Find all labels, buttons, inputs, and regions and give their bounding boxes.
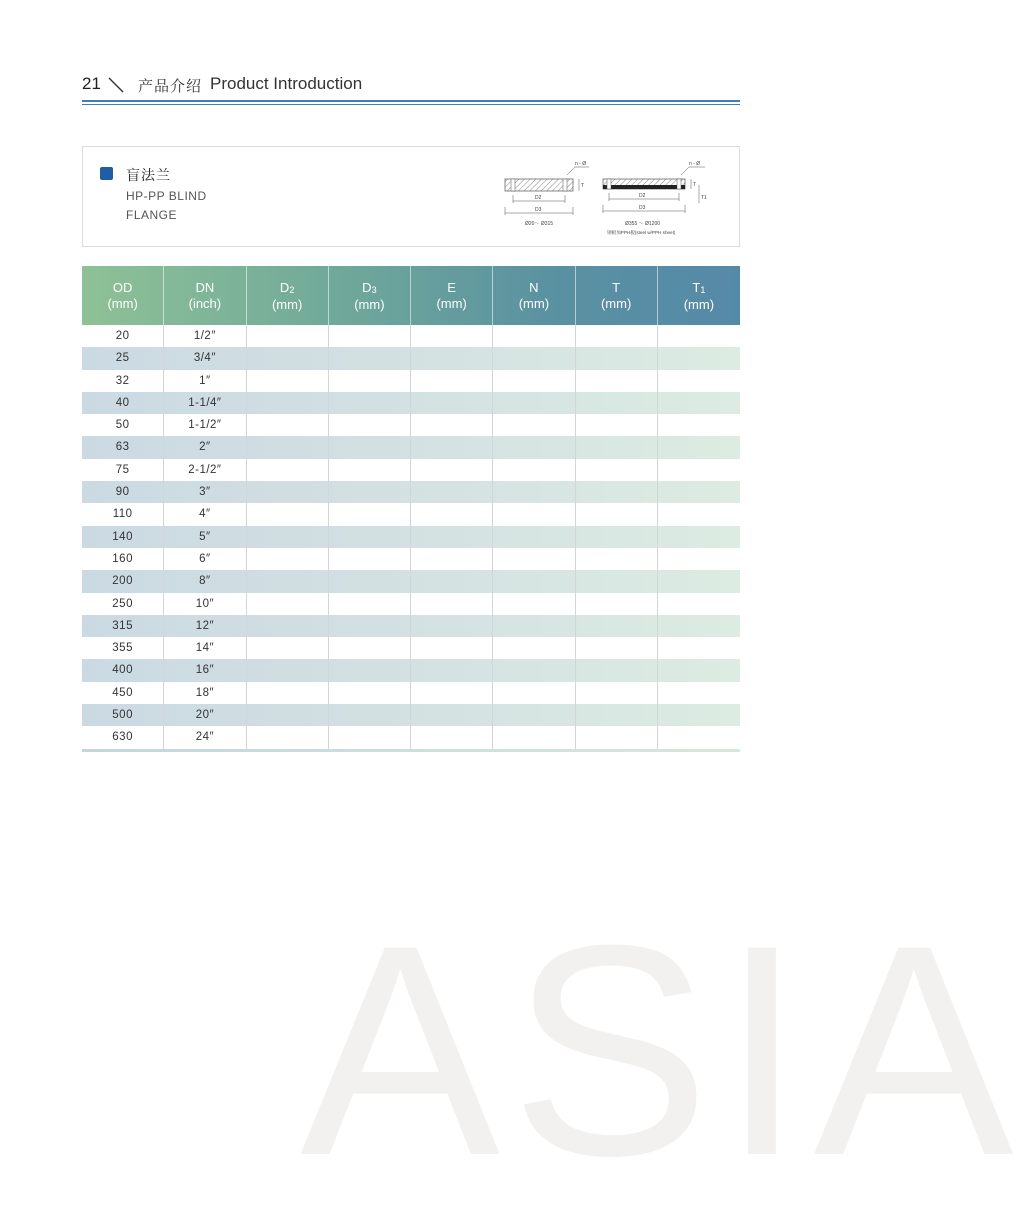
table-cell: 3″ <box>164 481 246 503</box>
table-cell <box>247 548 329 570</box>
table-cell: 4″ <box>164 503 246 525</box>
table-cell <box>576 503 658 525</box>
backslash-divider-icon <box>108 77 124 93</box>
table-cell <box>411 526 493 548</box>
table-cell <box>658 325 740 347</box>
column-header-d3 <box>329 266 411 325</box>
table-cell <box>576 593 658 615</box>
table-cell <box>493 659 575 681</box>
table-cell <box>247 503 329 525</box>
table-cell <box>576 615 658 637</box>
table-cell: 20 <box>82 325 164 347</box>
table-cell: 1″ <box>164 370 246 392</box>
table-cell <box>576 414 658 436</box>
large-t-label: T <box>693 182 697 188</box>
table-cell <box>493 548 575 570</box>
column-unit: (mm) <box>600 296 632 311</box>
table-cell <box>658 615 740 637</box>
table-cell <box>493 347 575 369</box>
table-row <box>82 726 740 748</box>
table-cell <box>411 570 493 592</box>
table-cell <box>576 570 658 592</box>
table-cell <box>411 481 493 503</box>
table-row <box>82 570 740 592</box>
table-cell <box>329 481 411 503</box>
table-cell: 24″ <box>164 726 246 748</box>
bullet-square-icon <box>100 167 113 180</box>
table-cell <box>493 459 575 481</box>
page-number: 21 <box>82 74 101 93</box>
column-header-od <box>82 266 164 325</box>
table-cell: 110 <box>82 503 164 525</box>
dimension-table <box>82 266 740 752</box>
table-cell: 1-1/2″ <box>164 414 246 436</box>
table-cell <box>493 726 575 748</box>
table-cell <box>658 659 740 681</box>
table-cell: 25 <box>82 347 164 369</box>
column-unit: (inch) <box>188 296 222 311</box>
table-cell <box>247 659 329 681</box>
table-cell <box>411 726 493 748</box>
table-cell <box>247 615 329 637</box>
table-cell <box>493 526 575 548</box>
table-cell <box>576 481 658 503</box>
table-cell <box>329 414 411 436</box>
table-cell <box>493 414 575 436</box>
column-name: T <box>612 280 621 295</box>
table-cell <box>329 392 411 414</box>
table-cell <box>247 459 329 481</box>
product-name-en-line1: HP-PP BLIND <box>126 189 207 203</box>
table-cell <box>411 459 493 481</box>
table-cell <box>411 637 493 659</box>
column-name: OD <box>112 280 133 295</box>
column-subscript: 1 <box>700 285 706 295</box>
table-cell <box>493 392 575 414</box>
table-cell <box>576 392 658 414</box>
table-row <box>82 682 740 704</box>
table-cell <box>329 637 411 659</box>
table-row <box>82 436 740 458</box>
table-cell <box>329 570 411 592</box>
table-cell <box>411 659 493 681</box>
table-cell <box>411 414 493 436</box>
table-cell <box>493 325 575 347</box>
large-d3-label: D3 <box>639 205 646 211</box>
table-cell <box>247 436 329 458</box>
table-cell <box>247 325 329 347</box>
table-cell <box>493 593 575 615</box>
table-cell: 140 <box>82 526 164 548</box>
table-cell <box>576 682 658 704</box>
table-cell <box>247 593 329 615</box>
small-t-label: T <box>581 183 585 189</box>
asia-watermark: ASIA <box>300 882 1024 1218</box>
table-cell: 18″ <box>164 682 246 704</box>
table-cell <box>493 682 575 704</box>
large-range-label: Ø355 ～ Ø1200 <box>625 221 661 227</box>
column-name: N <box>529 280 539 295</box>
column-name: E <box>447 280 456 295</box>
column-header-d2 <box>247 266 329 325</box>
product-name-cn: 盲法兰 <box>126 167 171 183</box>
table-cell <box>247 370 329 392</box>
section-title-cn: 产品介绍 <box>138 78 203 95</box>
table-cell: 5″ <box>164 526 246 548</box>
table-cell <box>411 593 493 615</box>
table-row <box>82 325 740 347</box>
table-cell <box>247 414 329 436</box>
column-header-t1 <box>658 266 740 325</box>
table-cell: 63 <box>82 436 164 458</box>
table-cell <box>576 637 658 659</box>
table-cell <box>329 459 411 481</box>
table-cell: 200 <box>82 570 164 592</box>
table-cell: 6″ <box>164 548 246 570</box>
table-cell: 250 <box>82 593 164 615</box>
column-unit: (mm) <box>271 297 303 312</box>
table-cell <box>329 325 411 347</box>
column-header-e <box>411 266 493 325</box>
table-cell <box>576 459 658 481</box>
table-row <box>82 526 740 548</box>
table-cell <box>658 436 740 458</box>
column-header-n <box>493 266 575 325</box>
table-row <box>82 659 740 681</box>
table-cell <box>658 637 740 659</box>
table-cell <box>329 347 411 369</box>
page-header <box>82 74 740 96</box>
table-cell <box>411 325 493 347</box>
table-cell <box>329 726 411 748</box>
table-cell <box>658 392 740 414</box>
table-cell: 50 <box>82 414 164 436</box>
column-name: T <box>692 280 701 295</box>
table-cell <box>411 503 493 525</box>
table-cell: 500 <box>82 704 164 726</box>
table-cell <box>658 682 740 704</box>
table-cell: 40 <box>82 392 164 414</box>
table-cell <box>576 325 658 347</box>
table-cell: 90 <box>82 481 164 503</box>
column-header-dn <box>164 266 246 325</box>
table-cell <box>329 370 411 392</box>
table-cell <box>247 570 329 592</box>
table-cell <box>576 659 658 681</box>
table-cell <box>247 392 329 414</box>
table-cell <box>658 459 740 481</box>
table-cell <box>329 659 411 681</box>
table-cell <box>493 637 575 659</box>
small-range-label: Ø20～ Ø315 <box>525 221 554 227</box>
large-flange-drawing <box>603 161 707 236</box>
table-cell <box>411 615 493 637</box>
table-row <box>82 370 740 392</box>
table-cell <box>493 370 575 392</box>
table-cell <box>411 548 493 570</box>
table-cell <box>329 682 411 704</box>
table-cell <box>658 414 740 436</box>
blind-flange-drawing <box>503 155 733 241</box>
table-cell <box>329 704 411 726</box>
table-cell: 3/4″ <box>164 347 246 369</box>
table-cell: 8″ <box>164 570 246 592</box>
table-cell <box>329 593 411 615</box>
table-cell <box>576 347 658 369</box>
table-cell <box>493 481 575 503</box>
table-cell <box>576 726 658 748</box>
table-cell <box>411 704 493 726</box>
table-row <box>82 593 740 615</box>
table-row <box>82 459 740 481</box>
table-cell <box>411 682 493 704</box>
table-cell <box>576 370 658 392</box>
large-note-label: 钢板加PPH板(steel w/PPH sheet) <box>607 230 676 235</box>
table-cell <box>247 726 329 748</box>
table-cell <box>493 503 575 525</box>
column-header-t <box>576 266 658 325</box>
column-subscript: 3 <box>371 285 377 295</box>
column-unit: (mm) <box>436 296 467 311</box>
table-cell <box>411 392 493 414</box>
table-cell: 160 <box>82 548 164 570</box>
table-cell <box>576 548 658 570</box>
large-t1-label: T1 <box>701 195 707 201</box>
table-cell <box>329 615 411 637</box>
table-row <box>82 481 740 503</box>
table-cell <box>658 481 740 503</box>
table-cell: 450 <box>82 682 164 704</box>
table-cell: 75 <box>82 459 164 481</box>
header-rule-thick <box>82 100 740 102</box>
table-cell: 12″ <box>164 615 246 637</box>
table-row <box>82 704 740 726</box>
table-cell <box>247 637 329 659</box>
table-cell <box>247 481 329 503</box>
table-row <box>82 503 740 525</box>
table-cell: 2″ <box>164 436 246 458</box>
table-cell: 10″ <box>164 593 246 615</box>
table-cell <box>658 347 740 369</box>
column-unit: (mm) <box>107 296 138 311</box>
table-cell <box>493 570 575 592</box>
large-d2-label: D2 <box>639 193 646 199</box>
table-cell <box>658 548 740 570</box>
table-cell: 32 <box>82 370 164 392</box>
table-cell <box>411 370 493 392</box>
table-row <box>82 637 740 659</box>
column-name: DN <box>195 280 215 295</box>
table-cell <box>576 436 658 458</box>
table-cell: 14″ <box>164 637 246 659</box>
table-cell <box>411 347 493 369</box>
table-cell <box>329 436 411 458</box>
column-name: D <box>362 280 372 295</box>
table-cell <box>411 436 493 458</box>
table-cell: 2-1/2″ <box>164 459 246 481</box>
table-cell <box>247 347 329 369</box>
column-unit: (mm) <box>683 297 715 312</box>
header-rule-thin <box>82 104 740 105</box>
table-cell <box>329 526 411 548</box>
table-bottom-rule <box>82 749 740 752</box>
table-body <box>82 325 740 749</box>
table-cell <box>658 370 740 392</box>
table-row <box>82 392 740 414</box>
table-cell: 20″ <box>164 704 246 726</box>
table-cell: 16″ <box>164 659 246 681</box>
column-unit: (mm) <box>354 297 385 312</box>
small-d3-label: D3 <box>535 207 542 213</box>
table-cell <box>493 704 575 726</box>
table-cell: 1-1/4″ <box>164 392 246 414</box>
table-cell <box>658 503 740 525</box>
table-cell: 400 <box>82 659 164 681</box>
table-cell: 630 <box>82 726 164 748</box>
table-cell <box>658 704 740 726</box>
large-hole-label: n - Ø <box>689 161 701 167</box>
column-name: D <box>279 280 290 295</box>
table-cell <box>329 503 411 525</box>
table-cell <box>658 726 740 748</box>
table-cell <box>493 615 575 637</box>
table-cell: 315 <box>82 615 164 637</box>
table-cell <box>247 682 329 704</box>
table-row <box>82 615 740 637</box>
product-name-en-line2: FLANGE <box>126 208 178 222</box>
small-hole-label: n - Ø <box>575 161 587 167</box>
small-flange-drawing <box>505 161 589 227</box>
table-row <box>82 548 740 570</box>
column-subscript: 2 <box>289 285 295 295</box>
small-d2-label: D2 <box>535 195 542 201</box>
table-cell <box>658 593 740 615</box>
table-cell <box>658 526 740 548</box>
column-unit: (mm) <box>518 296 550 311</box>
product-card <box>82 146 740 247</box>
table-row <box>82 347 740 369</box>
table-cell <box>658 570 740 592</box>
table-cell <box>576 704 658 726</box>
table-cell <box>576 526 658 548</box>
table-cell: 1/2″ <box>164 325 246 347</box>
table-cell <box>247 704 329 726</box>
table-cell: 355 <box>82 637 164 659</box>
table-cell <box>329 548 411 570</box>
table-header <box>82 266 740 325</box>
table-cell <box>493 436 575 458</box>
table-cell <box>247 526 329 548</box>
table-row <box>82 414 740 436</box>
section-title-en: Product Introduction <box>210 74 363 93</box>
